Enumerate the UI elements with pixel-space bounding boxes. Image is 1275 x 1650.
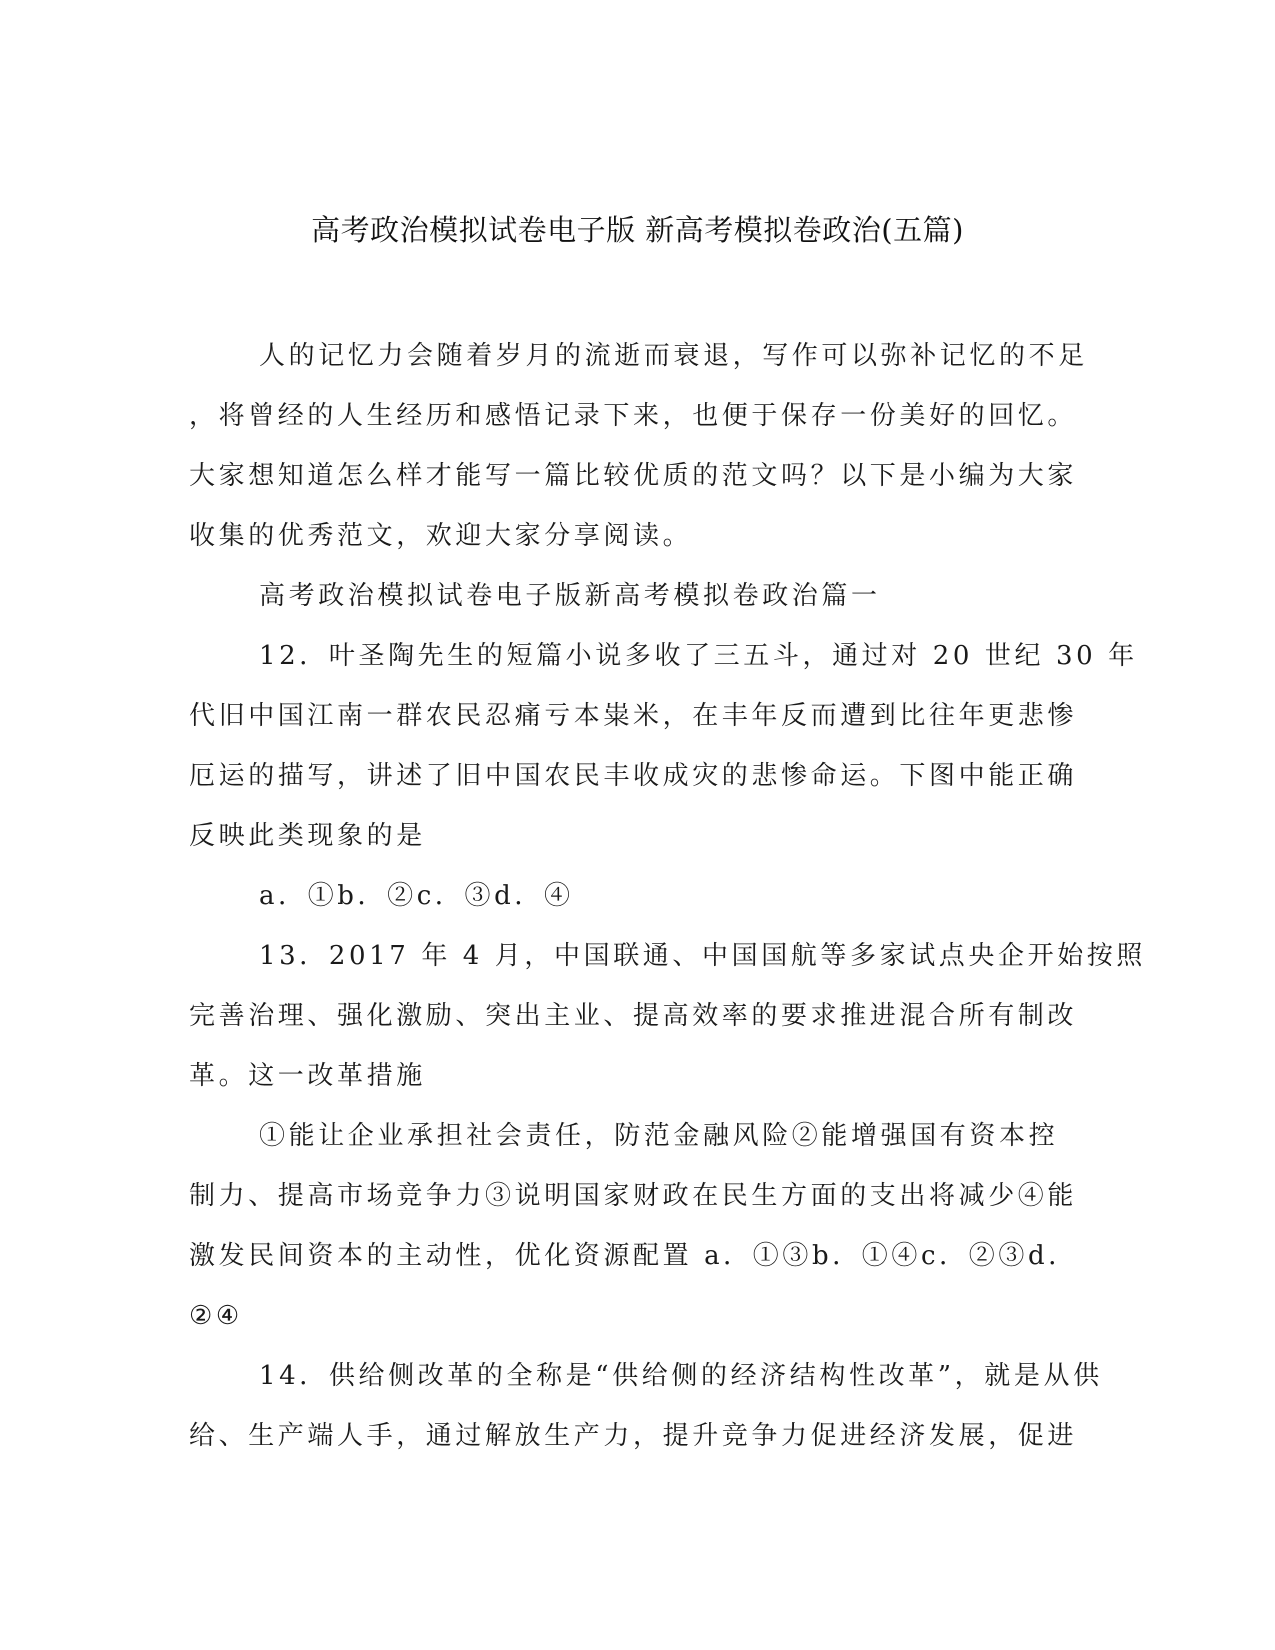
- section-heading: 高考政治模拟试卷电子版新高考模拟卷政治篇一: [259, 581, 881, 611]
- q13-line-3: 革。这一改革措施: [189, 1061, 426, 1091]
- q13-statements-line-2: 制力、提高市场竞争力③说明国家财政在民生方面的支出将减少④能: [189, 1181, 1078, 1211]
- intro-line-4: 收集的优秀范文，欢迎大家分享阅读。: [189, 521, 693, 551]
- q12-line-1: 12．叶圣陶先生的短篇小说多收了三五斗，通过对 20 世纪 30 年: [259, 641, 1138, 671]
- q14-line-1: 14．供给侧改革的全称是“供给侧的经济结构性改革”，就是从供: [259, 1361, 1103, 1391]
- q13-statements-line-3: 激发民间资本的主动性，优化资源配置 a．①③b．①④c．②③d．: [189, 1241, 1078, 1271]
- q12-options: a．①b．②c．③d．④: [259, 881, 574, 911]
- q14-line-2: 给、生产端人手，通过解放生产力，提升竞争力促进经济发展，促进: [189, 1421, 1078, 1451]
- q12-line-4: 反映此类现象的是: [189, 821, 426, 851]
- q13-options-tail: ②④: [189, 1301, 243, 1331]
- q12-line-2: 代旧中国江南一群农民忍痛亏本粜米，在丰年反而遭到比往年更悲惨: [189, 701, 1078, 731]
- document-body: [189, 326, 1146, 1466]
- intro-line-3: 大家想知道怎么样才能写一篇比较优质的范文吗？以下是小编为大家: [189, 461, 1078, 491]
- document-title: 高考政治模拟试卷电子版 新高考模拟卷政治(五篇): [311, 213, 964, 247]
- intro-line-1: 人的记忆力会随着岁月的流逝而衰退，写作可以弥补记忆的不足: [259, 341, 1088, 371]
- q13-statements-line-1: ①能让企业承担社会责任，防范金融风险②能增强国有资本控: [259, 1121, 1059, 1151]
- q12-line-3: 厄运的描写，讲述了旧中国农民丰收成灾的悲惨命运。下图中能正确: [189, 761, 1078, 791]
- q13-line-2: 完善治理、强化激励、突出主业、提高效率的要求推进混合所有制改: [189, 1001, 1078, 1031]
- q13-line-1: 13．2017 年 4 月，中国联通、中国国航等多家试点央企开始按照: [259, 941, 1146, 971]
- intro-line-2: ，将曾经的人生经历和感悟记录下来，也便于保存一份美好的回忆。: [189, 401, 1078, 431]
